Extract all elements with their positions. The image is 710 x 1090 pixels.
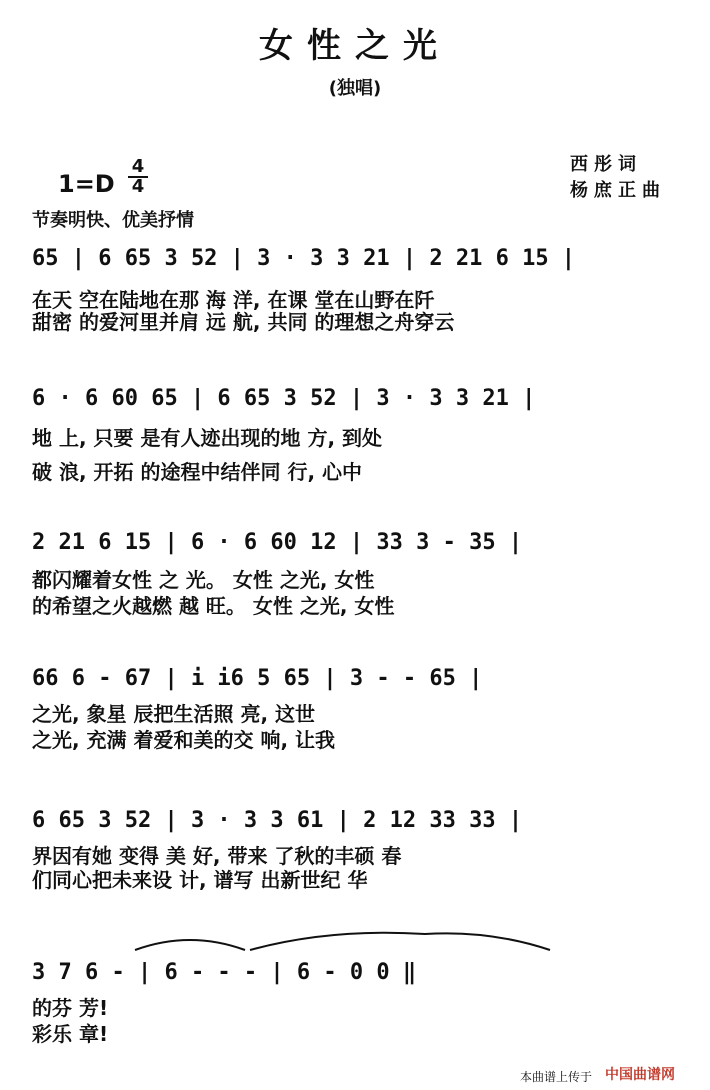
notation-line: 3 7 6 - | 6 - - - | 6 - 0 0 ‖ <box>32 960 417 985</box>
tie-arcs <box>130 928 650 958</box>
lyrics-verse-1: 界因有她 变得 美 好, 带来 了秋的丰硕 春 <box>32 844 402 868</box>
lyrics-verse-2: 的希望之火越燃 越 旺。 女性 之光, 女性 <box>32 594 395 618</box>
lyricist: 西彤词 <box>570 154 642 175</box>
meter-top: 4 <box>131 156 145 177</box>
lyrics-verse-2: 们同心把未来设 计, 谱写 出新世纪 华 <box>32 868 368 892</box>
lyrics-verse-2: 之光, 充满 着爱和美的交 响, 让我 <box>32 728 336 752</box>
lyrics-verse-1: 在天 空在陆地在那 海 洋, 在课 堂在山野在阡 <box>32 288 435 312</box>
page-title: 女性之光 <box>259 26 451 66</box>
notation-line: 6 65 3 52 | 3 · 3 3 61 | 2 12 33 33 | <box>32 808 523 833</box>
notation-line: 65 | 6 65 3 52 | 3 · 3 3 21 | 2 21 6 15 | <box>32 246 576 271</box>
notation-line: 66 6 - 67 | i i6 5 65 | 3 - - 65 | <box>32 666 483 691</box>
lyrics-verse-1: 的芬 芳! <box>32 996 109 1020</box>
lyrics-verse-1: 之光, 象星 辰把生活照 亮, 这世 <box>32 702 316 726</box>
lyrics-verse-2: 破 浪, 开拓 的途程中结伴同 行, 心中 <box>32 460 363 484</box>
notation-line: 2 21 6 15 | 6 · 6 60 12 | 33 3 - 35 | <box>32 530 523 555</box>
page-subtitle: (独唱) <box>328 78 382 99</box>
time-signature <box>128 158 148 196</box>
key-signature: 1=D <box>58 170 115 198</box>
upload-note: 本曲谱上传于 <box>520 1070 593 1084</box>
notation-line: 6 · 6 60 65 | 6 65 3 52 | 3 · 3 3 21 | <box>32 386 536 411</box>
meter-bottom: 4 <box>128 176 148 196</box>
site-logo: 中国曲谱网 <box>605 1067 675 1083</box>
tempo-marking: 节奏明快、优美抒情 <box>32 210 194 231</box>
composer: 杨庶正曲 <box>570 180 666 201</box>
lyrics-verse-1: 都闪耀着女性 之 光。 女性 之光, 女性 <box>32 568 375 592</box>
lyrics-verse-2: 甜密 的爱河里并肩 远 航, 共同 的理想之舟穿云 <box>32 310 455 334</box>
lyrics-verse-1: 地 上, 只要 是有人迹出现的地 方, 到处 <box>32 426 383 450</box>
lyrics-verse-2: 彩乐 章! <box>32 1022 109 1046</box>
